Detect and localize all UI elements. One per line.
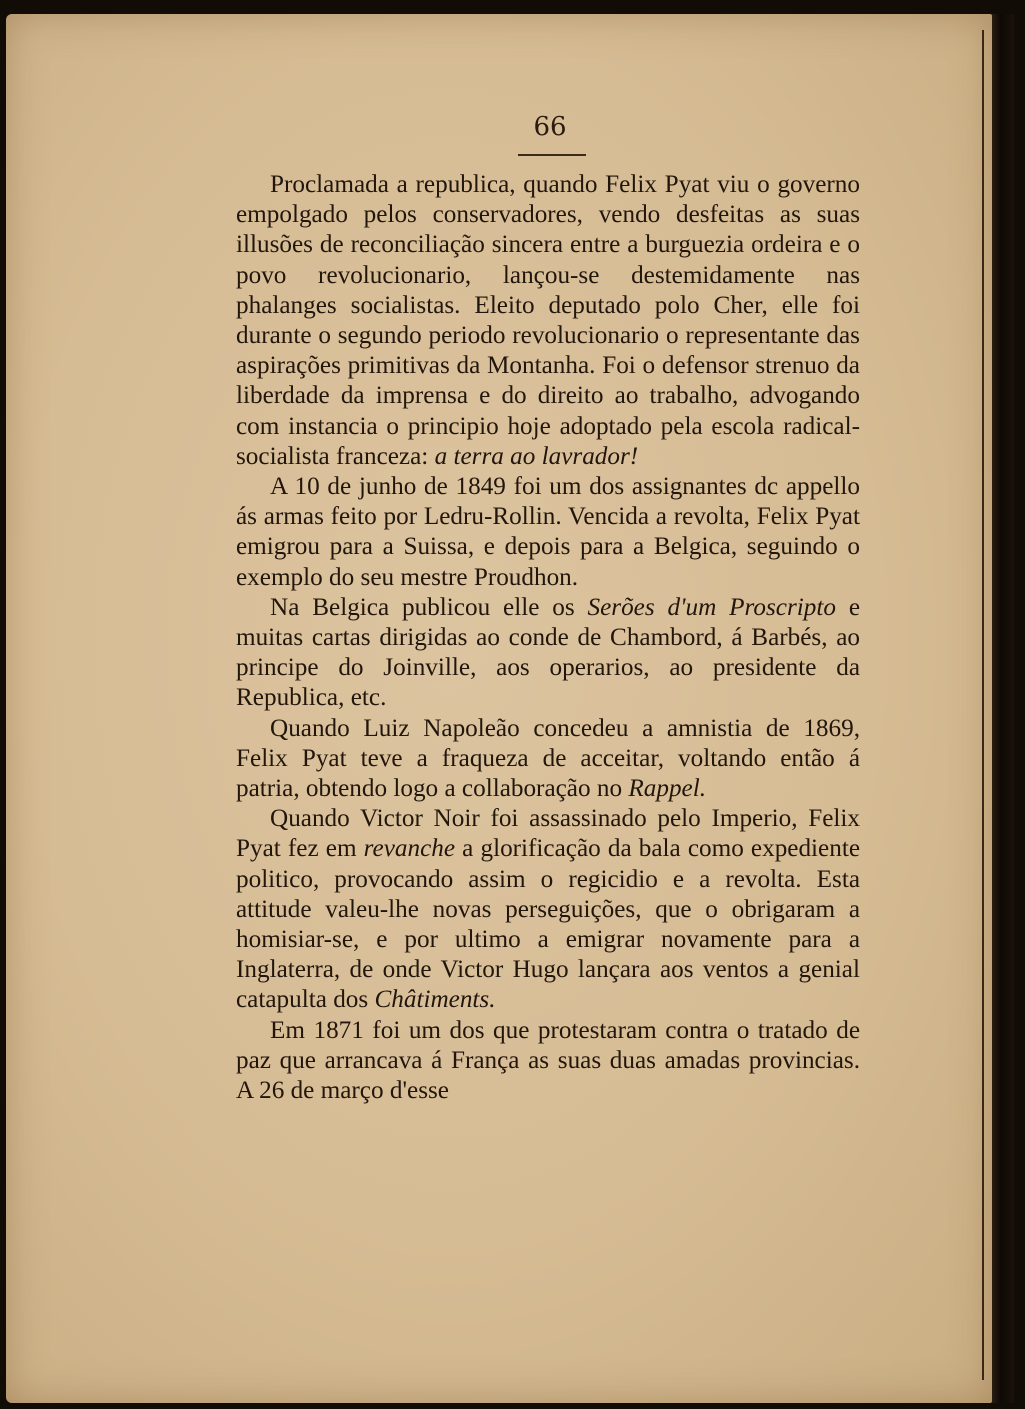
text-run: Proclamada a republica, quando Felix Pyat viu o governo empolgado pelos conservadores, vendo desfeitas as suas illusões de reconciliação sincera entre a burguezia ordeira e o povo revolucionario, lançou-se destemidamente nas phalanges socialistas. Eleito deputado polo Cher, elle foi durante o segundo periodo revolucionario o representante das aspirações primitivas da Montanha. Foi o defensor strenuo da liberdade da imprensa e do direito ao trabalho, advogando com instancia o principio hoje adoptado pela escola radical-socialista franceza:	[236, 171, 860, 470]
italic-run: revanche	[363, 835, 456, 863]
text-run: e muitas cartas dirigidas ao conde de Chambord, á Barbés, ao principe do Joinville, aos operarios, ao presidente da Republica, etc.	[236, 593, 860, 712]
body-text	[236, 170, 860, 1106]
binding-edge	[992, 14, 1014, 1403]
text-run: a glorificação da bala como expediente politico, provocando assim o regicidio e a revolta. Esta attitude valeu-lhe novas perseguições, que o obrigaram a homisiar-se, e por ultimo a emigrar novamente para a Inglaterra, de onde Victor Hugo lançara aos ventos a genial catapulta dos	[236, 835, 861, 1014]
text-run: Quando Victor Noir foi assassinado pelo Imperio, Felix Pyat fez em	[236, 805, 860, 863]
paragraph	[236, 804, 860, 1015]
paragraph	[236, 472, 860, 593]
paragraph	[236, 593, 860, 714]
paragraph	[236, 1016, 860, 1107]
page-edge-line	[982, 30, 984, 1380]
paragraph	[236, 714, 860, 805]
text-run: Em 1871 foi um dos que protestaram contra o tratado de paz que arrancava á França as suas duas amadas provincias. A 26 de março d'esse	[236, 1016, 860, 1105]
paragraph	[236, 170, 860, 472]
page-number: 66	[533, 112, 567, 142]
text-run: Na Belgica publicou elle os	[270, 593, 588, 621]
italic-run: Serões d'um Proscripto	[587, 593, 836, 621]
text-run: A 10 de junho de 1849 foi um dos assignantes dc appello ás armas feito por Ledru-Rollin. Vencida a revolta, Felix Pyat emigrou para a Suissa, e depois para a Belgica, seguindo o exemplo do seu mestre Proudhon.	[236, 473, 860, 591]
italic-run: Châtiments.	[374, 986, 496, 1014]
page-number-rule	[518, 154, 586, 156]
italic-run: a terra ao lavrador!	[434, 442, 639, 470]
italic-run: Rappel.	[628, 775, 707, 803]
text-run: Quando Luiz Napoleão concedeu a amnistia de 1869, Felix Pyat teve a fraqueza de acceitar, voltando então á patria, obtendo logo a collaboração no	[236, 714, 860, 803]
